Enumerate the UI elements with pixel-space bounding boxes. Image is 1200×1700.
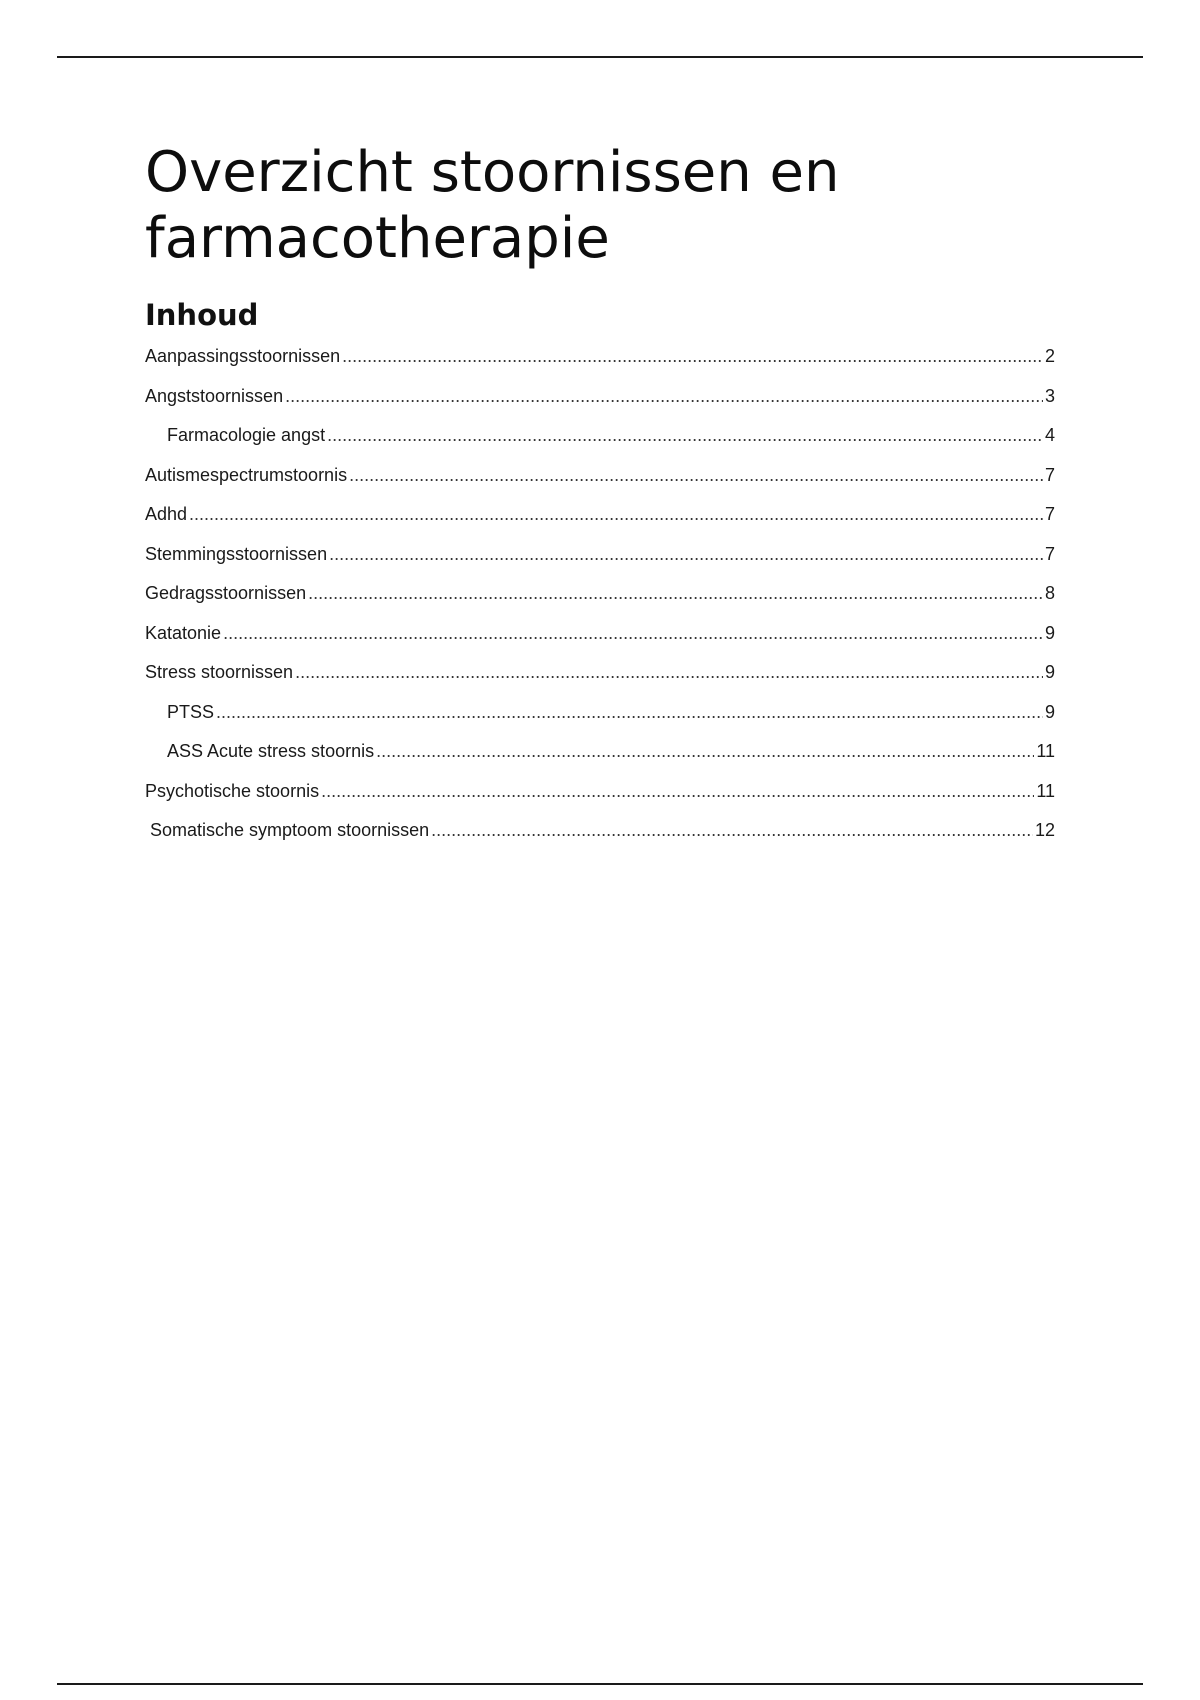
- toc-entry-stemmingsstoornissen[interactable]: [145, 544, 1055, 584]
- toc-dot-leader: [327, 425, 1043, 446]
- toc-entry-ptss[interactable]: [145, 702, 1055, 742]
- toc-entry-farmacologie-angst[interactable]: [145, 425, 1055, 465]
- document-title: [145, 140, 1055, 272]
- toc-entry-label: PTSS: [167, 701, 215, 722]
- toc-entry-page: 8: [1044, 583, 1055, 603]
- toc-dot-leader: [349, 465, 1043, 486]
- toc-dot-leader: [189, 504, 1043, 525]
- toc-entry-label: Stemmingsstoornissen: [145, 543, 328, 564]
- toc-entry-aanpassingsstoornissen[interactable]: [145, 346, 1055, 386]
- toc-dot-leader: [329, 544, 1043, 565]
- toc-entry-label: Gedragsstoornissen: [145, 583, 307, 603]
- toc-entry-page: 7: [1044, 504, 1055, 524]
- document-body: [145, 140, 1055, 860]
- toc-dot-leader: [321, 781, 1034, 802]
- toc-heading: Inhoud: [145, 298, 259, 332]
- document-title-line-2: farmacotherapie: [145, 206, 610, 271]
- toc-entry-page: 9: [1044, 622, 1055, 643]
- document-title-line-1: Overzicht stoornissen en: [145, 140, 840, 205]
- toc-entry-gedragsstoornissen[interactable]: [145, 583, 1055, 623]
- toc-entry-page: 4: [1044, 425, 1055, 445]
- toc-entry-page: 2: [1044, 346, 1055, 366]
- toc-entry-stress-stoornissen[interactable]: [145, 662, 1055, 702]
- toc-entry-label: Aanpassingsstoornissen: [145, 346, 341, 366]
- toc-entry-label: Stress stoornissen: [145, 662, 294, 682]
- toc-dot-leader: [295, 662, 1043, 683]
- toc-entry-label: Katatonie: [145, 622, 222, 643]
- toc-entry-label: Somatische symptoom stoornissen: [150, 820, 430, 840]
- toc-entry-page: 11: [1036, 741, 1055, 761]
- toc-entry-label: Farmacologie angst: [167, 425, 326, 445]
- footer-rule: [57, 1683, 1143, 1685]
- toc-entry-label: ASS Acute stress stoornis: [167, 741, 375, 761]
- toc-entry-autismespectrumstoornis[interactable]: [145, 465, 1055, 505]
- toc-entry-psychotische-stoornis[interactable]: [145, 781, 1055, 821]
- toc-entry-page: 7: [1044, 543, 1055, 564]
- toc-dot-leader: [342, 346, 1043, 367]
- toc-entry-somatische-symptoom-stoornissen[interactable]: [145, 820, 1055, 860]
- toc-dot-leader: [431, 820, 1033, 841]
- table-of-contents: [145, 346, 1055, 860]
- toc-dot-leader: [216, 702, 1043, 723]
- toc-entry-page: 12: [1034, 820, 1055, 840]
- header-rule: [57, 56, 1143, 58]
- toc-entry-page: 9: [1044, 662, 1055, 682]
- toc-entry-page: 3: [1044, 385, 1055, 406]
- toc-entry-label: Autismespectrumstoornis: [145, 464, 348, 485]
- toc-entry-page: 9: [1044, 701, 1055, 722]
- toc-dot-leader: [308, 583, 1043, 604]
- toc-entry-adhd[interactable]: [145, 504, 1055, 544]
- toc-entry-label: Angststoornissen: [145, 385, 284, 406]
- toc-entry-angststoornissen[interactable]: [145, 386, 1055, 426]
- toc-entry-page: 11: [1036, 780, 1055, 801]
- toc-dot-leader: [223, 623, 1043, 644]
- toc-entry-ass-acute-stress-stoornis[interactable]: [145, 741, 1055, 781]
- toc-entry-page: 7: [1044, 464, 1055, 485]
- toc-dot-leader: [285, 386, 1043, 407]
- toc-entry-katatonie[interactable]: [145, 623, 1055, 663]
- toc-entry-label: Adhd: [145, 504, 188, 524]
- toc-entry-label: Psychotische stoornis: [145, 780, 320, 801]
- toc-dot-leader: [376, 741, 1034, 762]
